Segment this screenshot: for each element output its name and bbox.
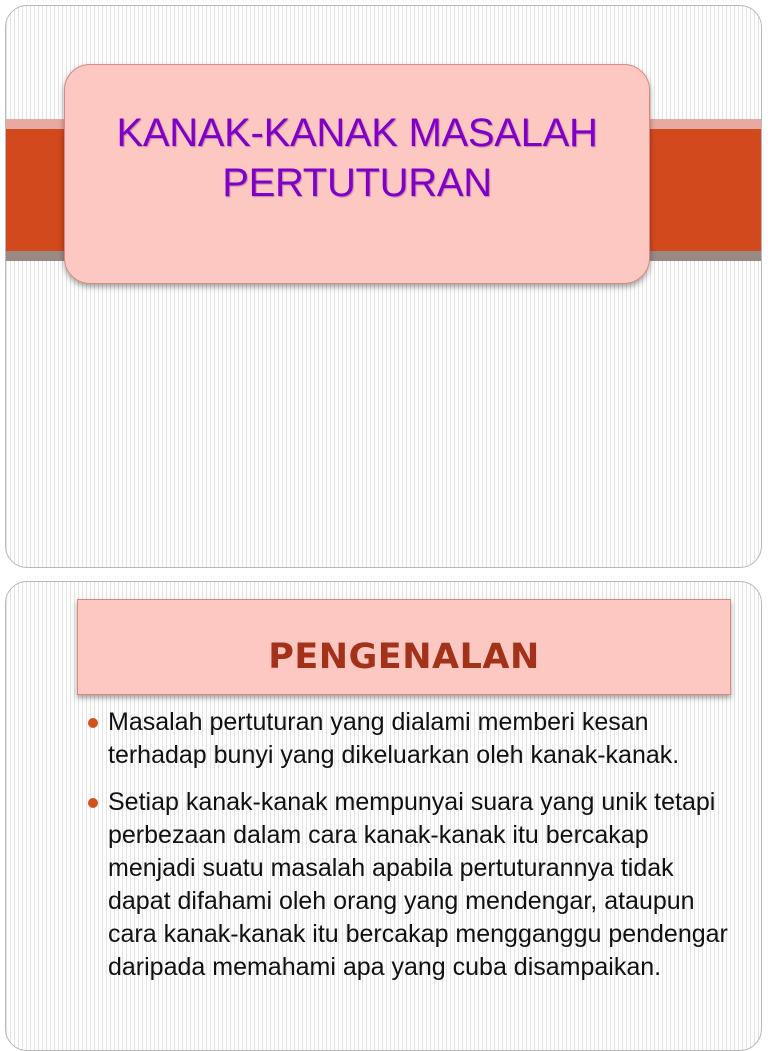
bullet-item <box>88 786 738 984</box>
bullet-icon <box>88 718 98 728</box>
slide-heading: PENGENALAN <box>268 637 540 677</box>
heading-box <box>77 599 731 695</box>
title-line-1: KANAK-KANAK MASALAH <box>116 111 598 155</box>
title-line-2: PERTUTURAN <box>222 161 492 205</box>
bullet-item <box>88 706 738 772</box>
bullet-text: Masalah pertuturan yang dialami memberi kesan terhadap bunyi yang dikeluarkan oleh kanak-kanak. <box>108 708 680 769</box>
slide-title <box>106 108 607 208</box>
title-slide <box>5 5 762 568</box>
bullet-list <box>88 706 738 998</box>
content-slide <box>5 581 762 1051</box>
bullet-icon <box>88 798 98 808</box>
title-box <box>64 64 650 284</box>
bullet-text: Setiap kanak-kanak mempunyai suara yang unik tetapi perbezaan dalam cara kanak-kanak itu bercakap menjadi suatu masalah apabila pertuturannya tidak dapat difahami oleh orang yang mendengar, ataupun cara kanak-kanak itu bercakap mengganggu pendengar daripada memahami apa yang cuba disampaikan. <box>108 788 728 981</box>
